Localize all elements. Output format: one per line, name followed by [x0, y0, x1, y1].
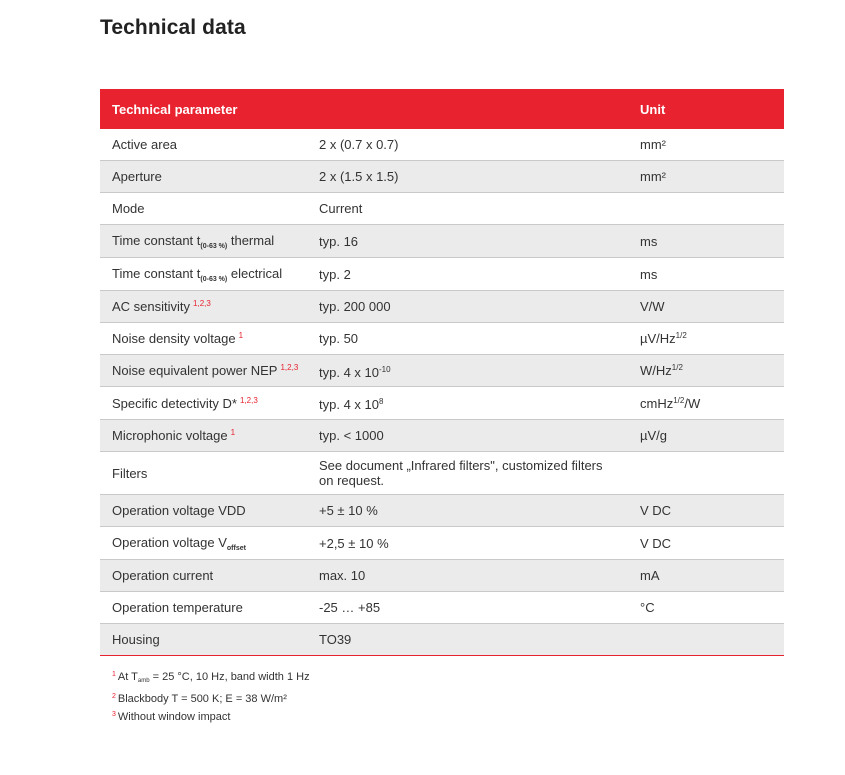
unit-cell: mA — [640, 568, 660, 583]
value-cell: 2 x (1.5 x 1.5) — [319, 169, 399, 184]
table-row — [100, 624, 784, 656]
param-cell: Mode — [112, 201, 145, 216]
value-exponent: -10 — [378, 364, 391, 374]
value-cell: max. 10 — [319, 568, 366, 583]
footnote-text: Without window impact — [117, 711, 231, 723]
technical-data-table — [100, 89, 784, 656]
param-cell — [100, 396, 319, 411]
param-text: Time constant t — [112, 232, 201, 248]
unit-cell: ms — [640, 266, 658, 282]
table-row — [100, 355, 784, 387]
footnote-text: At T — [117, 671, 138, 683]
unit-exponent: 1/2 — [673, 395, 685, 405]
param-text: Operation voltage V — [112, 534, 227, 550]
table-row — [100, 129, 784, 161]
unit-text: µV/Hz — [640, 331, 676, 346]
table-row — [100, 193, 784, 225]
param-cell: Aperture — [112, 169, 162, 184]
value-cell: 2 x (0.7 x 0.7) — [319, 137, 399, 152]
table-row — [100, 452, 784, 495]
unit-cell: °C — [640, 600, 655, 615]
footnote-ref: 1 — [230, 428, 236, 437]
table-row — [100, 592, 784, 624]
value-cell: +5 ± 10 % — [319, 503, 378, 518]
unit-cell — [640, 363, 784, 378]
header-unit: Unit — [640, 101, 666, 117]
value-cell: TO39 — [319, 632, 352, 647]
header-parameter: Technical parameter — [112, 101, 238, 117]
footnote-subscript: amb — [137, 678, 150, 684]
footnote-mark: 1 — [112, 671, 116, 678]
param-text-suffix: electrical — [227, 265, 283, 281]
unit-exponent: 1/2 — [675, 331, 687, 340]
footnote-text-suffix: = 25 °C, 10 Hz, band width 1 Hz — [149, 671, 310, 683]
param-cell: Operation temperature — [112, 600, 243, 615]
param-cell — [100, 233, 319, 250]
param-subscript: (0-63 %) — [200, 242, 228, 250]
table-row — [100, 291, 784, 323]
unit-cell: V/W — [640, 299, 665, 314]
value-cell: typ. 16 — [319, 233, 359, 249]
unit-cell: V DC — [640, 535, 672, 551]
unit-cell: ms — [640, 233, 658, 249]
table-row — [100, 387, 784, 420]
param-cell — [100, 331, 319, 346]
unit-cell: µV/g — [640, 428, 668, 443]
param-subscript: (0-63 %) — [200, 275, 228, 283]
unit-cell — [640, 396, 784, 411]
footnotes — [112, 667, 310, 725]
footnote-ref: 1,2,3 — [193, 299, 211, 308]
footnote-mark: 3 — [112, 711, 116, 718]
value-cell: -25 … +85 — [319, 600, 381, 615]
param-cell: Housing — [112, 632, 160, 647]
param-cell — [100, 299, 319, 314]
table-row — [100, 420, 784, 452]
param-text: Time constant t — [112, 265, 201, 281]
param-text: AC sensitivity — [112, 299, 191, 314]
table-row — [100, 225, 784, 258]
unit-exponent: 1/2 — [671, 363, 683, 372]
footnote-ref: 1,2,3 — [280, 363, 299, 372]
table-row — [100, 258, 784, 291]
footnote-1 — [112, 667, 310, 689]
param-text: Microphonic voltage — [112, 428, 228, 443]
param-cell — [100, 363, 319, 378]
table-row — [100, 323, 784, 355]
param-text: Noise density voltage — [112, 331, 236, 346]
unit-text: W/Hz — [640, 363, 672, 378]
value-text: typ. 4 x 10 — [319, 397, 379, 412]
param-cell — [100, 535, 319, 552]
table-row — [100, 527, 784, 560]
unit-text: cmHz — [640, 395, 674, 411]
value-cell: typ. 200 000 — [319, 299, 391, 314]
param-cell: Filters — [112, 465, 148, 481]
param-text-suffix: thermal — [227, 232, 275, 248]
unit-cell: V DC — [640, 503, 672, 518]
param-cell: Operation current — [112, 568, 214, 583]
value-cell: See document „Infrared filters", customized filters on request. — [319, 458, 603, 488]
value-text: typ. 4 x 10 — [319, 364, 379, 380]
param-text: Noise equivalent power NEP — [112, 363, 278, 378]
value-cell — [319, 394, 640, 412]
table-header — [100, 89, 784, 129]
footnote-ref: 1 — [238, 331, 244, 340]
value-cell: +2,5 ± 10 % — [319, 535, 389, 551]
param-cell — [100, 266, 319, 283]
page-title: Technical data — [100, 16, 246, 39]
footnote-mark: 2 — [112, 693, 116, 700]
footnote-2 — [112, 689, 310, 707]
param-cell — [100, 428, 319, 443]
value-exponent: 8 — [378, 397, 384, 406]
value-cell — [319, 362, 640, 380]
param-text: Specific detectivity D* — [112, 395, 237, 411]
value-cell: typ. 50 — [319, 331, 359, 346]
param-subscript: offset — [226, 544, 246, 552]
value-cell: Current — [319, 201, 363, 216]
table-row — [100, 495, 784, 527]
footnote-ref: 1,2,3 — [240, 395, 258, 405]
value-cell: typ. < 1000 — [319, 428, 384, 443]
param-cell: Operation voltage VDD — [112, 503, 246, 518]
param-cell: Active area — [112, 137, 178, 152]
unit-cell: mm² — [640, 137, 666, 152]
footnote-3 — [112, 707, 310, 725]
unit-text-suffix: /W — [684, 395, 701, 411]
unit-cell — [640, 331, 784, 346]
unit-cell: mm² — [640, 169, 666, 184]
table-row — [100, 560, 784, 592]
footnote-text: Blackbody T = 500 K; E = 38 W/m² — [117, 693, 287, 705]
value-cell: typ. 2 — [319, 266, 351, 282]
table-row — [100, 161, 784, 193]
